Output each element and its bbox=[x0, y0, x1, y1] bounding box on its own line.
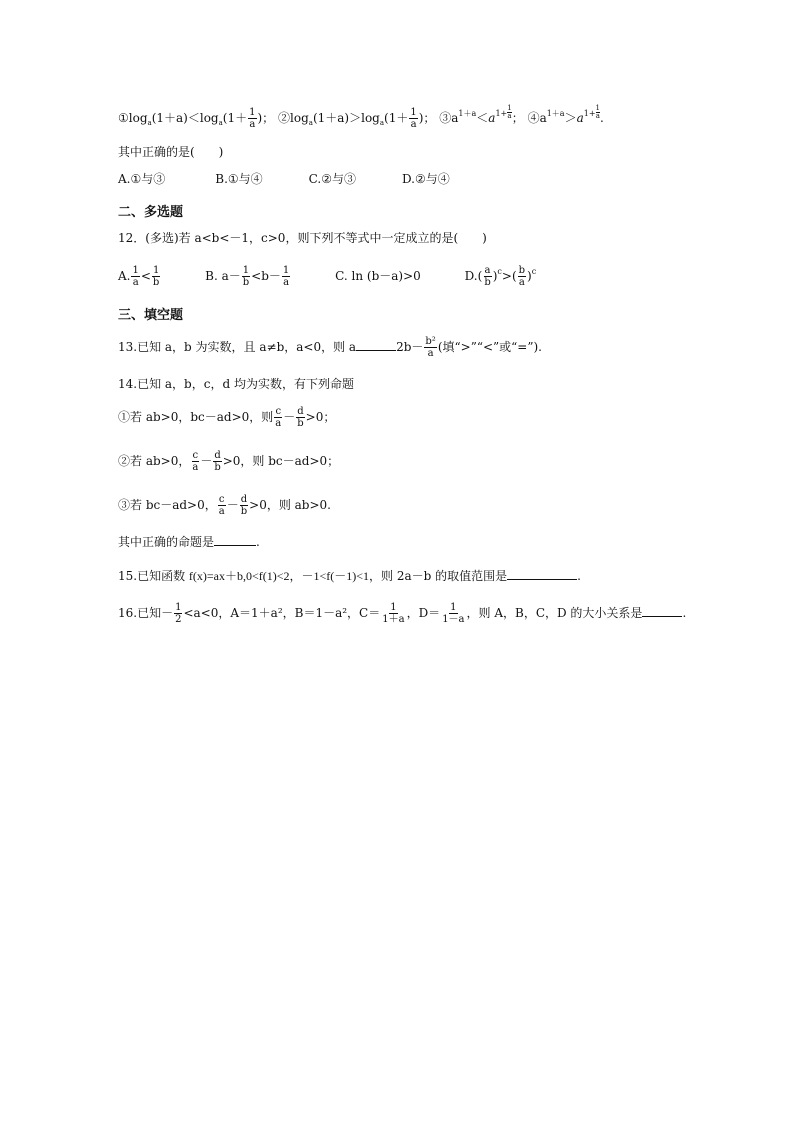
q11-options bbox=[118, 169, 450, 189]
q11-s4-text: ④a bbox=[527, 111, 547, 125]
q11-s2-text: ②log bbox=[278, 111, 309, 125]
answer-blank bbox=[356, 338, 396, 351]
answer-blank bbox=[507, 567, 577, 580]
q11-prompt: 其中正确的是( ) bbox=[118, 145, 224, 159]
q11-s1-text: ①log bbox=[118, 111, 148, 125]
fraction: $\frac{1}{a}$ bbox=[410, 107, 417, 130]
section-heading-multiple-choice: 二、多选题 bbox=[118, 205, 184, 220]
answer-blank bbox=[214, 533, 256, 546]
option-c: C. ln (b－a)>0 bbox=[335, 269, 421, 283]
q16: 16.已知－ $\frac{1}{2}$ <a<0，A＝1＋a²，B＝1－a²，C＝ $\frac{1}{1+a}$ ，D＝ $\frac{1}{1-a}$ ，则 A，B，C，D 的大小关系是 . bbox=[118, 602, 687, 625]
q14-answer: 其中正确的命题是 . bbox=[118, 535, 260, 549]
option-d: D.②与④ bbox=[401, 172, 450, 186]
section-heading-fill-in: 三、填空题 bbox=[118, 308, 184, 323]
option-a: A. $\frac{1}{a}$ < $\frac{1}{b}$ bbox=[118, 265, 160, 288]
q12-options bbox=[118, 262, 536, 288]
option-d: D.( $\frac{a}{b}$ )$^c$>( $\frac{b}{a}$ )$^c$ bbox=[464, 265, 537, 288]
q14-stem: 14.已知 a，b，c，d 均为实数，有下列命题 bbox=[118, 377, 354, 391]
fraction: $\frac{1}{a}$ bbox=[249, 107, 256, 130]
q11-statements: $①\log_a(1+a)<\log_a(1+$ $\frac{1}{a}$ )； $②\log_a(1+a)>\log_a(1+$ $\frac{1}{a}$ )； $③a^{1+a}<a^{1+}$ $\frac{1}{a}$ ； $④a^{1+a}>a^{1+}$ $\frac{1}{a}$ . bbox=[118, 104, 604, 130]
answer-blank bbox=[642, 604, 682, 617]
option-c: C.②与③ bbox=[308, 172, 356, 186]
fraction: $\frac{1}{a}$ bbox=[595, 104, 601, 120]
q14-proposition-2: ②若 ab>0， $\frac{c}{a}$ － $\frac{d}{b}$ >0，则 bc－ad>0； bbox=[118, 450, 340, 473]
q11-s3-text: ③a bbox=[439, 111, 459, 125]
q12-stem: 12．(多选)若 a<b<－1，c>0，则下列不等式中一定成立的是( ) bbox=[118, 231, 487, 245]
q14-proposition-3: ③若 bc－ad>0， $\frac{c}{a}$ － $\frac{d}{b}$ >0，则 ab>0. bbox=[118, 494, 331, 517]
option-b: B. a－ $\frac{1}{b}$ <b－ $\frac{1}{a}$ bbox=[205, 265, 290, 288]
fraction: $\frac{1}{a}$ bbox=[507, 104, 512, 120]
option-a: A.①与③ bbox=[118, 172, 166, 186]
q15: 15.已知函数 f(x)=ax＋b,0<f(1)<2，－1<f(－1)<1，则 2a－b 的取值范围是 . bbox=[118, 569, 581, 583]
q13: 13.已知 a，b 为实数，且 a≠b，a<0，则 a 2b－ $\frac{\text{b²}}{a}$ (填“>”“<”或“=”). bbox=[118, 336, 542, 359]
q14-proposition-1: ①若 ab>0，bc－ad>0，则 $\frac{c}{a}$ － $\frac{d}{b}$ >0； bbox=[118, 406, 336, 429]
option-b: B.①与④ bbox=[215, 172, 263, 186]
